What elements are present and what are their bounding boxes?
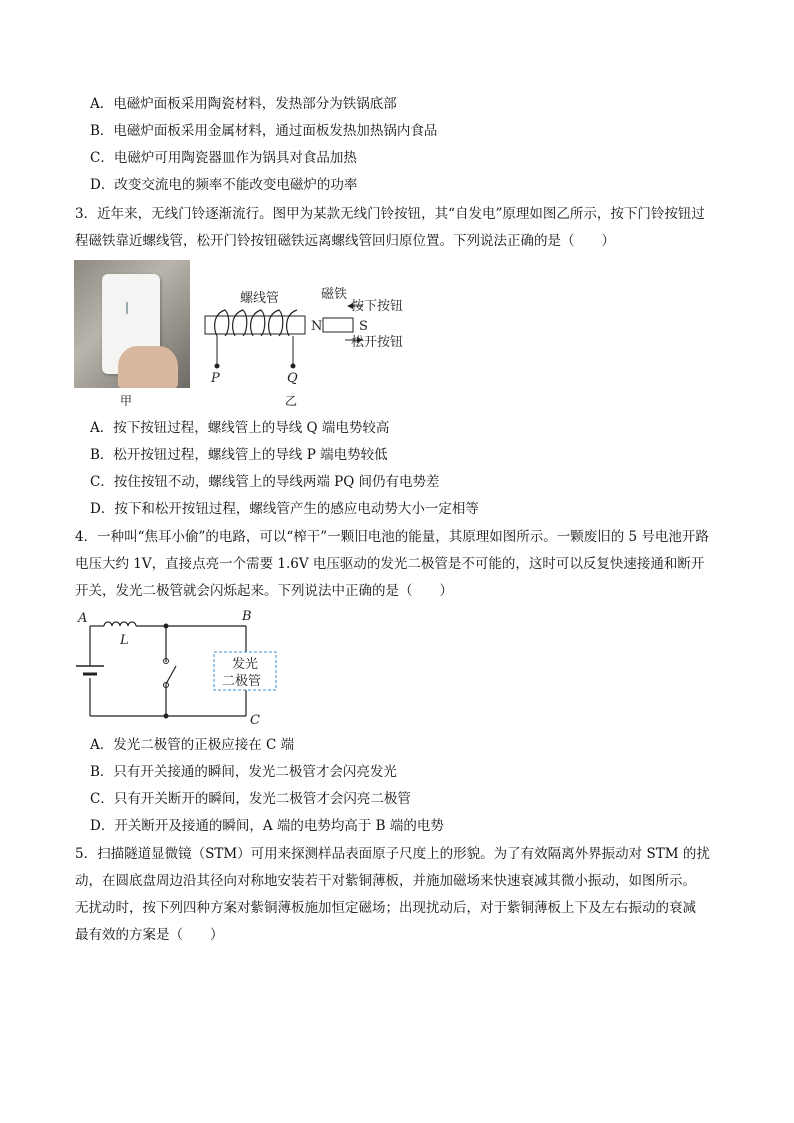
q5-stem-line1: 5．扫描隧道显微镜（STM）可用来探测样品表面原子尺度上的形貌。为了有效隔离外界振动对 STM 的扰: [75, 846, 710, 862]
q4-stem-line1: 4．一种叫“焦耳小偷”的电路，可以“榨干”一颗旧电池的能量，其原理如图所示。一颗废旧的 5 号电池开路: [75, 529, 709, 545]
q4-option-d: D．开关断开及接通的瞬间，A 端的电势均高于 B 端的电势: [90, 818, 444, 834]
terminal-q: [291, 364, 296, 369]
inductor-l-label: L: [120, 633, 129, 648]
q5-stem-line2: 动，在圆底盘周边沿其径向对称地安装若干对紫铜薄板，并施加磁场来快速衰减其微小振动，如图所示。: [75, 873, 696, 889]
q5-stem-line3: 无扰动时，按下列四种方案对紫铜薄板施加恒定磁场；出现扰动后，对于紫铜薄板上下及左右振动的衰减: [75, 900, 696, 916]
press-label: 按下按钮: [351, 299, 404, 314]
junction-top: [164, 624, 169, 629]
inductor-coil: [104, 622, 136, 626]
magnet-label: 磁铁: [321, 287, 348, 302]
q3-solenoid-diagram: [195, 284, 425, 396]
p-label: P: [211, 371, 220, 386]
q-label: Q: [287, 371, 298, 386]
node-b-label: B: [242, 609, 252, 624]
n-label: N: [311, 319, 323, 334]
q2-option-a: A．电磁炉面板采用陶瓷材料，发热部分为铁锅底部: [90, 96, 397, 112]
solenoid-tube: [205, 316, 305, 334]
q3-option-a: A．按下按钮过程，螺线管上的导线 Q 端电势较高: [90, 420, 390, 436]
solenoid-coil: [215, 310, 297, 336]
q4-option-b: B．只有开关接通的瞬间，发光二极管才会闪亮发光: [90, 764, 397, 780]
q3-option-c: C．按住按钮不动，螺线管上的导线两端 PQ 间仍有电势差: [90, 474, 440, 490]
finger-image: [118, 346, 178, 388]
switch-blade: [166, 666, 176, 684]
magnet-bar: [323, 318, 353, 332]
q3-option-d: D．按下和松开按钮过程，螺线管产生的感应电动势大小一定相等: [90, 501, 479, 517]
terminal-p: [215, 364, 220, 369]
q2-option-d: D．改变交流电的频率不能改变电磁炉的功率: [90, 177, 358, 193]
s-label: S: [359, 319, 368, 334]
led-label-line2: 二极管: [222, 674, 262, 689]
q3-caption-yi: 乙: [285, 394, 298, 408]
node-a-label: A: [78, 611, 88, 626]
doorbell-photo: [74, 260, 190, 388]
q4-option-a: A．发光二极管的正极应接在 C 端: [90, 737, 295, 753]
q4-circuit-diagram: [70, 606, 280, 730]
q4-stem-line2: 电压大约 1V，直接点亮一个需要 1.6V 电压驱动的发光二极管是不可能的，这时可以反复快速接通和断开: [75, 556, 705, 572]
node-c-label: C: [250, 713, 260, 728]
bell-logo-icon: [126, 302, 136, 314]
q2-option-b: B．电磁炉面板采用金属材料，通过面板发热加热锅内食品: [90, 123, 438, 139]
q3-option-b: B．松开按钮过程，螺线管上的导线 P 端电势较低: [90, 447, 388, 463]
q3-stem-line1: 3．近年来，无线门铃逐渐流行。图甲为某款无线门铃按钮，其“自发电”原理如图乙所示，按下门铃按钮过: [75, 206, 705, 222]
led-label-line1: 发光: [232, 657, 259, 672]
release-label: 松开按钮: [351, 335, 404, 350]
solenoid-label: 螺线管: [240, 291, 280, 306]
q3-stem-line2: 程磁铁靠近螺线管，松开门铃按钮磁铁远离螺线管回归原位置。下列说法正确的是（ ）: [75, 233, 615, 249]
junction-bottom: [164, 714, 169, 719]
q4-option-c: C．只有开关断开的瞬间，发光二极管才会闪亮二极管: [90, 791, 411, 807]
q4-stem-line3: 开关，发光二极管就会闪烁起来。下列说法中正确的是（ ）: [75, 583, 453, 599]
q3-caption-jia: 甲: [120, 394, 133, 408]
q5-stem-line4: 最有效的方案是（ ）: [75, 927, 224, 943]
q2-option-c: C．电磁炉可用陶瓷器皿作为锅具对食品加热: [90, 150, 357, 166]
